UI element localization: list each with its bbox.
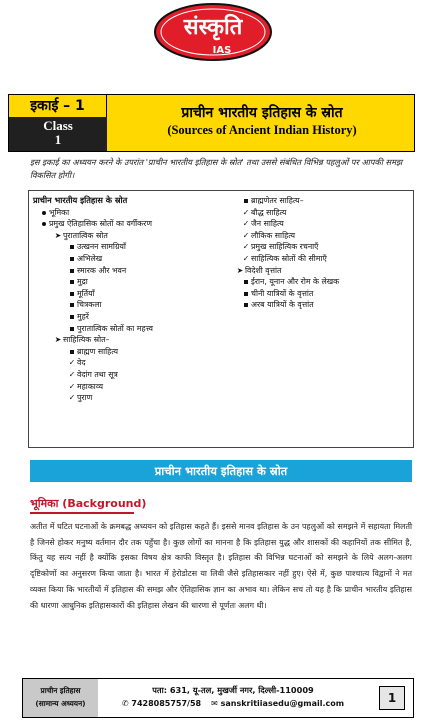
outline-item — [33, 346, 233, 358]
bullet-square-icon — [67, 241, 77, 253]
arrow-bullet-icon: ➤ — [54, 230, 62, 240]
outline-item — [33, 323, 233, 335]
background-heading: भूमिका (Background) — [30, 497, 147, 510]
class-label-text: Class — [43, 118, 73, 133]
class-number: 1 — [54, 132, 62, 147]
outline-item — [235, 218, 411, 230]
bullet-square-icon — [67, 265, 77, 277]
outline-item-label: पुरातात्विक स्रोतों का महत्त्व — [77, 323, 153, 333]
outline-item — [33, 241, 233, 253]
outline-item-label: ब्राह्मण साहित्य — [77, 346, 119, 356]
page-footer — [22, 678, 414, 718]
outline-item — [235, 288, 411, 300]
bullet-square-icon — [67, 346, 77, 358]
arrow-bullet-icon: ➤ — [236, 265, 244, 275]
section-banner: प्राचीन भारतीय इतिहास के स्रोत — [30, 460, 412, 482]
page-number: 1 — [379, 686, 405, 710]
outline-item — [33, 207, 233, 219]
outline-item — [33, 253, 233, 265]
outline-item-label: चीनी यात्रियों के वृत्तांत — [251, 288, 314, 298]
bullet-square-icon — [241, 299, 251, 311]
bullet-square-icon — [67, 311, 77, 323]
outline-item-label: बौद्ध साहित्य — [251, 207, 287, 217]
footer-contact — [98, 679, 368, 717]
unit-label: इकाई – 1 — [9, 95, 107, 117]
outline-item — [33, 265, 233, 277]
check-icon: ✓ — [242, 242, 250, 252]
check-icon: ✓ — [68, 381, 76, 391]
outline-item — [235, 230, 411, 242]
outline-item — [33, 276, 233, 288]
bullet-square-icon — [67, 253, 77, 265]
footer-contact-row — [98, 697, 368, 710]
bullet-square-icon — [67, 299, 77, 311]
footer-address: पता: 631, यू-तल, मुखर्जी नगर, दिल्ली-110009 — [152, 685, 314, 695]
outline-item-label: उत्खनन सामग्रियाँ — [77, 242, 126, 252]
bullet-dot-icon — [39, 207, 49, 219]
outline-item-label: वेदांग तथा सूत्र — [77, 369, 118, 379]
footer-subject-line2: (सामान्य अध्ययन) — [35, 699, 86, 708]
phone-entry — [122, 697, 201, 710]
footer-subject — [23, 679, 98, 717]
outline-item — [33, 392, 233, 404]
outline-item — [33, 299, 233, 311]
phone-icon: ✆ — [121, 699, 129, 708]
outline-item-label: ईरान, यूनान और रोम के लेखक — [251, 277, 340, 287]
outline-item — [235, 195, 411, 207]
outline-item — [235, 276, 411, 288]
outline-item — [235, 241, 411, 253]
outline-item — [235, 299, 411, 311]
footer-subject-line1: प्राचीन इतिहास — [40, 686, 81, 695]
outline-item-label: चित्रकला — [77, 300, 102, 310]
logo-latin: IAS — [212, 45, 232, 56]
bullet-square-icon — [67, 323, 77, 335]
outline-item — [33, 369, 233, 381]
outline-item-label: साहित्यिक स्रोतों की सीमाएँ — [251, 253, 327, 263]
outline-right-list — [235, 195, 411, 311]
outline-item-label: अरब यात्रियों के वृत्तांत — [251, 300, 314, 310]
bullet-dot-icon — [39, 218, 49, 230]
outline-item-label: लौकिक साहित्य — [251, 230, 296, 240]
outline-title: प्राचीन भारतीय इतिहास के स्रोत — [33, 195, 128, 205]
check-icon: ✓ — [242, 253, 250, 263]
bullet-square-icon — [67, 288, 77, 300]
outline-item-label: स्मारक और भवन — [77, 265, 127, 275]
outline-item — [33, 288, 233, 300]
outline-item — [33, 218, 233, 230]
outline-item-label: साहित्यिक स्रोत– — [63, 335, 110, 345]
outline-item-label: पुराण — [77, 393, 93, 403]
outline-item — [235, 265, 411, 277]
outline-left-column — [33, 195, 233, 404]
check-icon: ✓ — [68, 369, 76, 379]
bullet-square-icon — [241, 288, 251, 300]
footer-email[interactable]: sanskritiiasedu@gmail.com — [220, 699, 345, 708]
outline-item-label: पुरातात्विक स्रोत — [63, 230, 108, 240]
check-icon: ✓ — [68, 393, 76, 403]
outline-item-label: मूर्तियाँ — [77, 288, 95, 298]
outline-item-label: प्रमुख साहित्यिक रचनाएँ — [251, 242, 319, 252]
outline-item-label: मुहरें — [77, 311, 89, 321]
outline-item-label: ब्राह्मणेतर साहित्य– — [251, 196, 304, 205]
outline-item — [235, 207, 411, 219]
chapter-outline — [28, 190, 414, 448]
outline-item — [235, 253, 411, 265]
outline-item-label: वेद — [77, 358, 86, 368]
outline-item-label: भूमिका — [49, 207, 70, 217]
outline-item — [33, 357, 233, 369]
check-icon: ✓ — [242, 219, 250, 229]
bullet-square-icon — [241, 195, 251, 207]
class-label — [9, 119, 107, 147]
arrow-bullet-icon: ➤ — [54, 335, 62, 345]
intro-text: इस इकाई का अध्ययन करने के उपरांत 'प्राचीन भारतीय इतिहास के स्रोत' तथा उससे संबंधित विभिन्न पहलुओं पर आपकी समझ विकसित होगी। — [30, 157, 403, 180]
outline-item — [33, 334, 233, 346]
bullet-square-icon — [67, 276, 77, 288]
bullet-square-icon — [241, 276, 251, 288]
outline-item-label: महाकाव्य — [77, 381, 104, 391]
outline-item — [33, 230, 233, 242]
outline-right-column — [235, 195, 411, 311]
unit-box — [9, 95, 107, 151]
outline-item-label: मुद्रा — [77, 277, 88, 287]
email-icon: ✉ — [211, 699, 218, 708]
outline-item — [33, 311, 233, 323]
outline-item — [33, 381, 233, 393]
background-paragraph: अतीत में घटित घटनाओं के क्रमबद्ध अध्ययन को इतिहास कहते हैं। इससे मानव इतिहास के उन पहलुओं को समझने में सहायता मिलती है जिनसे होकर मनुष्य वर्तमान दौर तक पहुँचा है। कुछ लोगों का मानना है कि इतिहास युद्ध और शासकों की कहानियों तक सीमित है, किंतु यह सत्य नहीं है क्योंकि इसका विषय क्षेत्र काफी विस्तृत है। इतिहास की विभिन्न घटनाओं को समझने के लिये अलग-अलग दृष्टिकोणों का अनुसरण किया जाता है। भारत में हेरोडोटस या लिवी जैसे इतिहासकार नहीं हुए। ऐसे में, कुछ पाश्चात्य विद्वानों ने मत व्यक्त किया कि भारतीयों में इतिहास की समझ और ऐतिहासिक ज्ञान का अभाव था। लेकिन सच तो यह है कि प्राचीन भारतीय इतिहास की धारणा आधुनिक इतिहासकारों की इतिहास लेखन की धारणा से पूर्णतः अलग थी। — [30, 522, 412, 610]
outline-left-list — [33, 207, 233, 404]
unit-subtitle: (Sources of Ancient Indian History) — [167, 123, 357, 137]
outline-item-label: जैन साहित्य — [251, 219, 284, 229]
unit-title: प्राचीन भारतीय इतिहास के स्रोत — [181, 105, 343, 121]
outline-item-label: प्रमुख ऐतिहासिक स्रोतों का वर्गीकरण — [49, 219, 152, 229]
sanskriti-ias-logo — [152, 2, 274, 62]
check-icon: ✓ — [242, 207, 250, 217]
heading-underline — [30, 512, 134, 514]
unit-header — [8, 94, 415, 152]
check-icon: ✓ — [242, 230, 250, 240]
check-icon: ✓ — [68, 358, 76, 368]
outline-item-label: अभिलेख — [77, 253, 103, 263]
email-entry — [211, 697, 344, 710]
footer-phone: 7428085757/58 — [131, 699, 202, 708]
outline-item-label: विदेशी वृत्तांत — [245, 265, 282, 275]
logo-devanagari: संस्कृति — [183, 15, 243, 40]
